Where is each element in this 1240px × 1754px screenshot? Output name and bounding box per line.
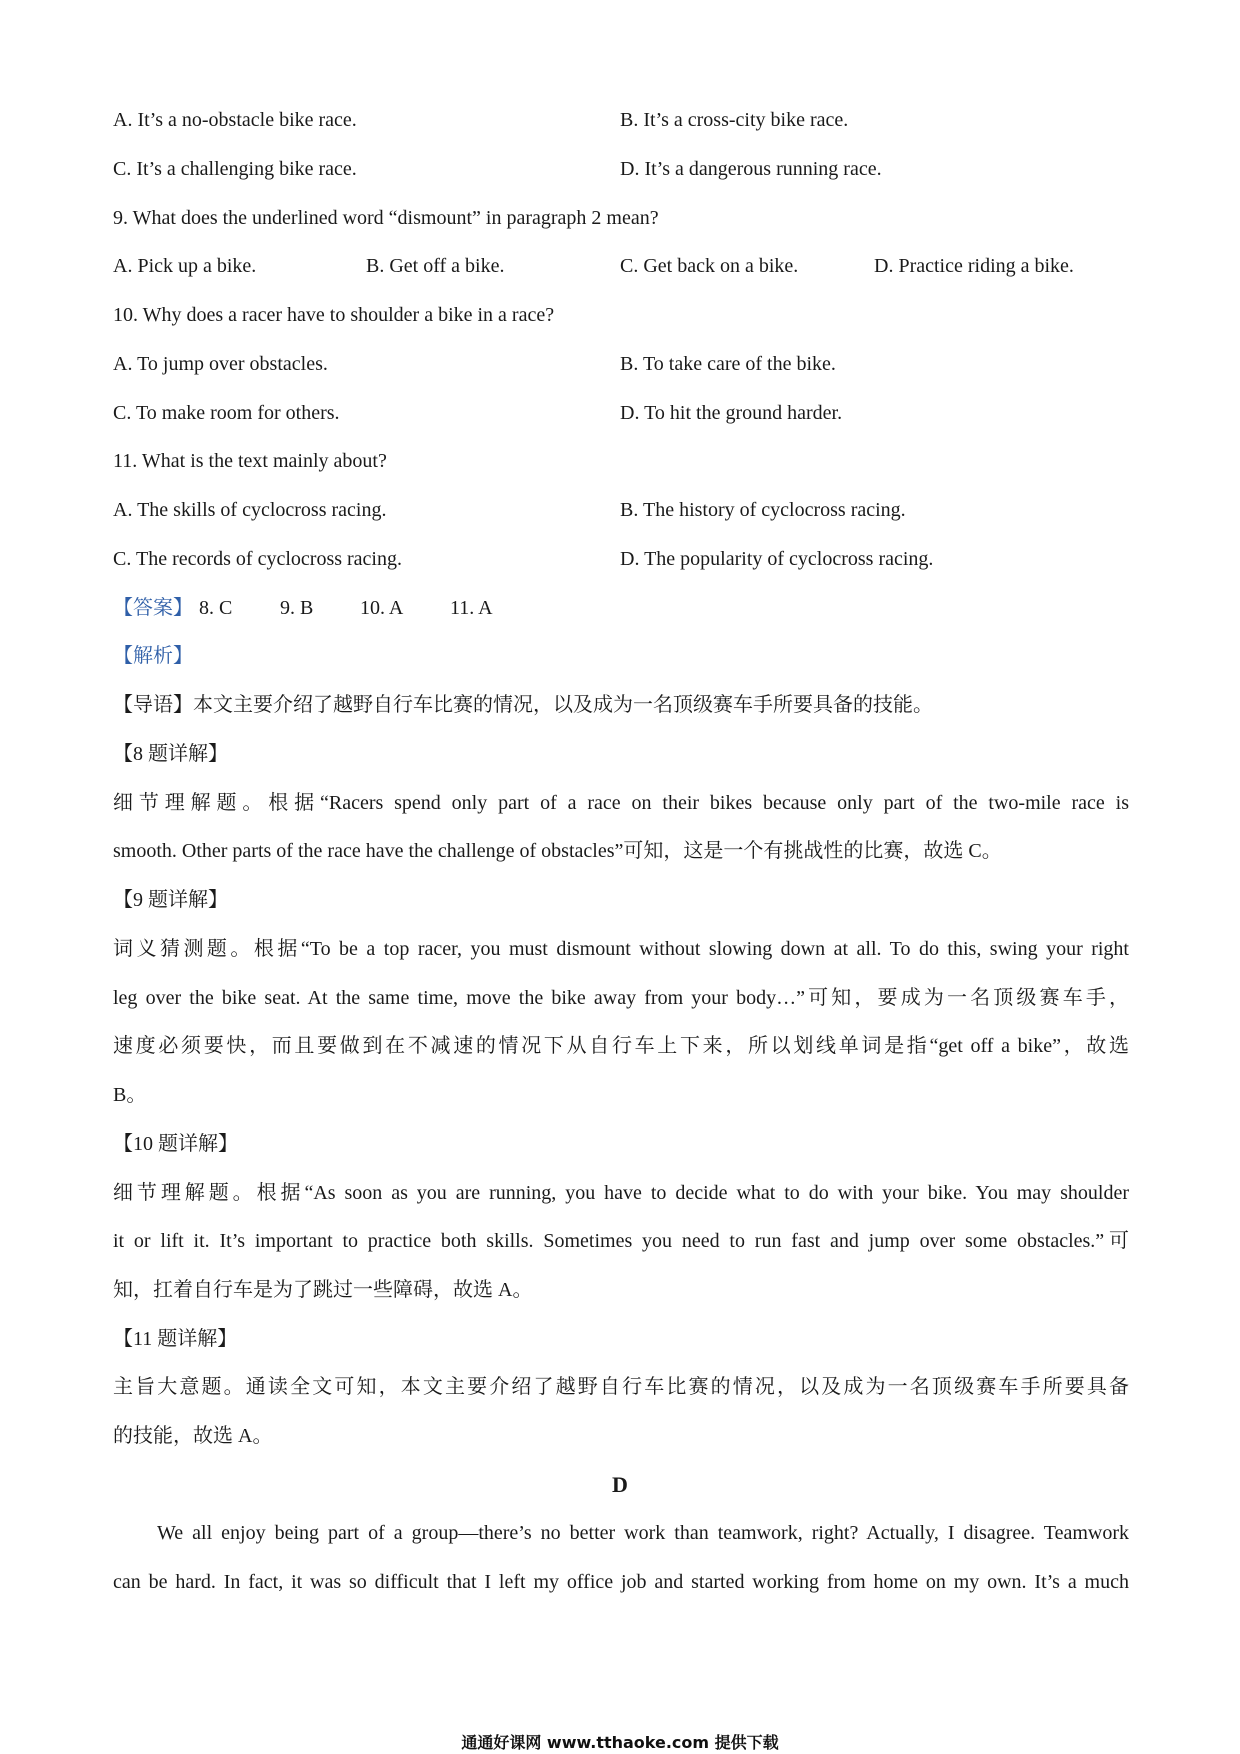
- q10-option-c: C. To make room for others.: [113, 402, 340, 424]
- answer-11: 11. A: [450, 597, 493, 619]
- q10-option-d: D. To hit the ground harder.: [620, 402, 843, 424]
- q10-detail-heading: 【10 题详解】: [113, 1133, 238, 1155]
- q11-detail-line-2: 的技能，故选 A。: [113, 1425, 273, 1447]
- q8-option-c: C. It’s a challenging bike race.: [113, 158, 357, 180]
- page-footer-source: 通通好课网 www.tthaoke.com 提供下载: [461, 1733, 779, 1752]
- q9-option-c: C. Get back on a bike.: [620, 255, 799, 277]
- answer-9: 9. B: [280, 597, 314, 619]
- q11-option-c: C. The records of cyclocross racing.: [113, 548, 402, 570]
- q8-detail-heading: 【8 题详解】: [113, 743, 228, 765]
- answer-10: 10. A: [360, 597, 404, 619]
- q10-detail-line-2: it or lift it. It’s important to practice both skills. Sometimes you need to run fast and jump over some obstacles.”可: [113, 1230, 1129, 1252]
- answer-8: 8. C: [199, 597, 233, 619]
- q10-detail-line-1: 细节理解题。根据“As soon as you are running, you have to decide what to do with your bike. You may shoulder: [113, 1182, 1129, 1204]
- q9-option-d: D. Practice riding a bike.: [874, 255, 1074, 277]
- passage-d-line-1: We all enjoy being part of a group—there’s no better work than teamwork, right? Actually, I disagree. Teamwork: [157, 1522, 1129, 1544]
- q11-option-b: B. The history of cyclocross racing.: [620, 499, 906, 521]
- q9-detail-heading: 【9 题详解】: [113, 889, 228, 911]
- analysis-tag: 【解析】: [113, 645, 193, 667]
- q11-detail-line-1: 主旨大意题。通读全文可知，本文主要介绍了越野自行车比赛的情况，以及成为一名顶级赛车手所要具备: [113, 1376, 1129, 1398]
- q10-option-b: B. To take care of the bike.: [620, 353, 836, 375]
- passage-d-line-2: can be hard. In fact, it was so difficult that I left my office job and started working from home on my own. It’s a much: [113, 1571, 1129, 1593]
- q8-detail-line-1: 细节理解题。根据“Racers spend only part of a race on their bikes because only part of the two-mile race is: [113, 792, 1129, 814]
- q10-option-a: A. To jump over obstacles.: [113, 353, 328, 375]
- analysis-intro: 【导语】本文主要介绍了越野自行车比赛的情况，以及成为一名顶级赛车手所要具备的技能。: [113, 694, 933, 716]
- q9-option-b: B. Get off a bike.: [366, 255, 505, 277]
- q8-option-d: D. It’s a dangerous running race.: [620, 158, 882, 180]
- q9-detail-line-3: 速度必须要快，而且要做到在不减速的情况下从自行车上下来，所以划线单词是指“get off a bike”，故选: [113, 1035, 1129, 1057]
- passage-d-heading: D: [612, 1472, 628, 1497]
- q9-stem: 9. What does the underlined word “dismount” in paragraph 2 mean?: [113, 207, 659, 229]
- q8-option-b: B. It’s a cross-city bike race.: [620, 109, 849, 131]
- q9-detail-line-2: leg over the bike seat. At the same time, move the bike away from your body…”可知，要成为一名顶级赛车手，: [113, 987, 1129, 1009]
- q11-detail-heading: 【11 题详解】: [113, 1328, 238, 1350]
- q10-detail-line-3: 知，扛着自行车是为了跳过一些障碍，故选 A。: [113, 1279, 533, 1301]
- q9-detail-line-1: 词义猜测题。根据“To be a top racer, you must dismount without slowing down at all. To do this, swing your right: [113, 938, 1129, 960]
- q8-option-a: A. It’s a no-obstacle bike race.: [113, 109, 357, 131]
- q11-stem: 11. What is the text mainly about?: [113, 450, 387, 472]
- q11-option-a: A. The skills of cyclocross racing.: [113, 499, 387, 521]
- q9-detail-line-4: B。: [113, 1084, 147, 1106]
- answer-tag: 【答案】: [113, 597, 193, 619]
- q9-option-a: A. Pick up a bike.: [113, 255, 257, 277]
- q11-option-d: D. The popularity of cyclocross racing.: [620, 548, 934, 570]
- q8-detail-line-2: smooth. Other parts of the race have the challenge of obstacles”可知，这是一个有挑战性的比赛，故选 C。: [113, 840, 1002, 862]
- q10-stem: 10. Why does a racer have to shoulder a bike in a race?: [113, 304, 555, 326]
